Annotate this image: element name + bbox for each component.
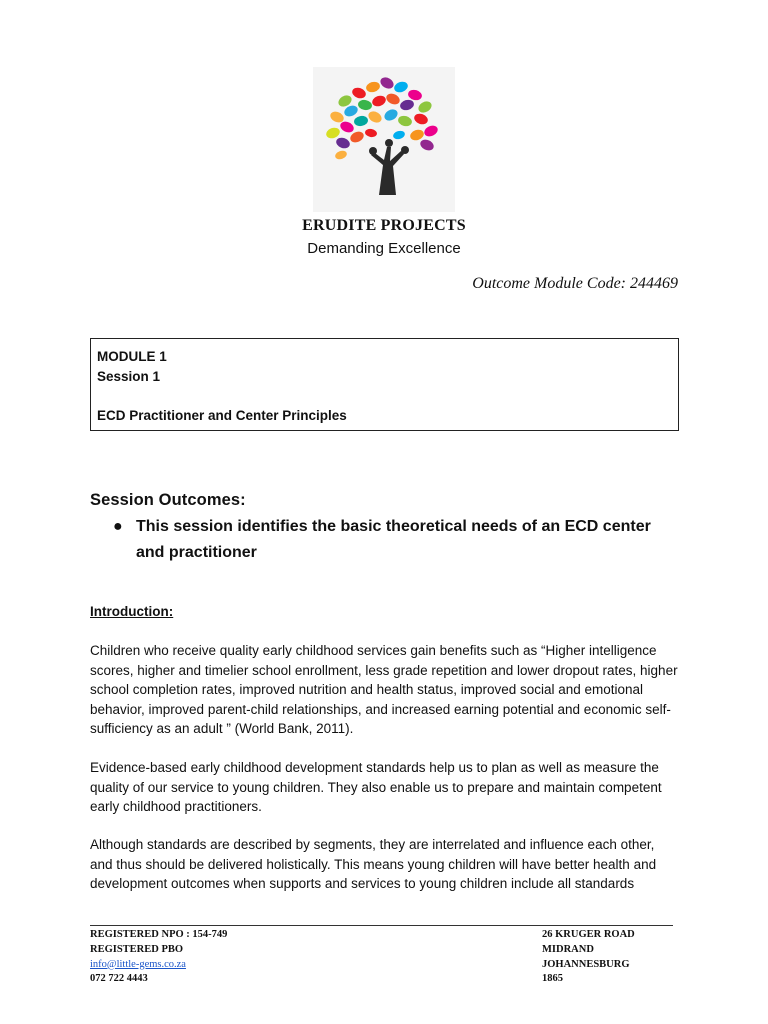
address-line: 26 KRUGER ROAD (542, 929, 635, 940)
logo (313, 67, 455, 212)
phone-number: 072 722 4443 (90, 973, 148, 985)
email-link[interactable]: info@little-gems.co.za (90, 958, 186, 970)
paragraph: Evidence-based early childhood development standards help us to plan as well as measure the quality of our service to young children. They also enable us to prepare and maintain competent early childhood practitioners. (90, 760, 662, 814)
tree-of-hands-logo-icon (313, 67, 455, 212)
pbo-label: REGISTERED PBO (90, 943, 184, 955)
spacer (97, 386, 672, 406)
introduction-heading: Introduction: (90, 604, 174, 619)
paragraph: Children who receive quality early childhood services gain benefits such as “Higher intelligence scores, higher and timelier school enrollment, less grade repetition and lower dropout rates, higher school completion rates, improved nutrition and health status, improved social and emotional behavior, improved parent-child relationships, and increased earning potential and economic self-sufficiency as an adult ” (World Bank, 2011). (90, 643, 678, 736)
address-line: MIDRAND (542, 943, 594, 955)
session-outcomes-heading: Session Outcomes: (90, 491, 246, 509)
address-line: 1865 (542, 973, 563, 985)
address-line: JOHANNESBURG (542, 958, 630, 970)
paragraph: Although standards are described by segments, they are interrelated and influence each other, and thus should be delivered holistically. This means young children will have better health and development outcomes when supports and services to young children include all standards (90, 837, 657, 891)
list-item (113, 514, 673, 566)
module-code: Outcome Module Code: 244469 (472, 275, 678, 292)
org-name: ERUDITE PROJECTS (302, 217, 466, 234)
footer-address (542, 928, 635, 987)
bullet-icon: ● (113, 518, 123, 535)
module-title: ECD Practitioner and Center Principles (97, 407, 347, 423)
outcome-text: This session identifies the basic theoretical needs of an ECD center and practitioner (136, 518, 651, 561)
npo-number: REGISTERED NPO : 154-749 (90, 929, 228, 940)
module-label: MODULE 1 (97, 349, 167, 364)
session-label: Session 1 (97, 368, 161, 384)
footer-divider (90, 925, 673, 926)
tagline: Demanding Excellence (307, 240, 461, 257)
footer-left (90, 928, 227, 987)
module-box (90, 338, 679, 431)
